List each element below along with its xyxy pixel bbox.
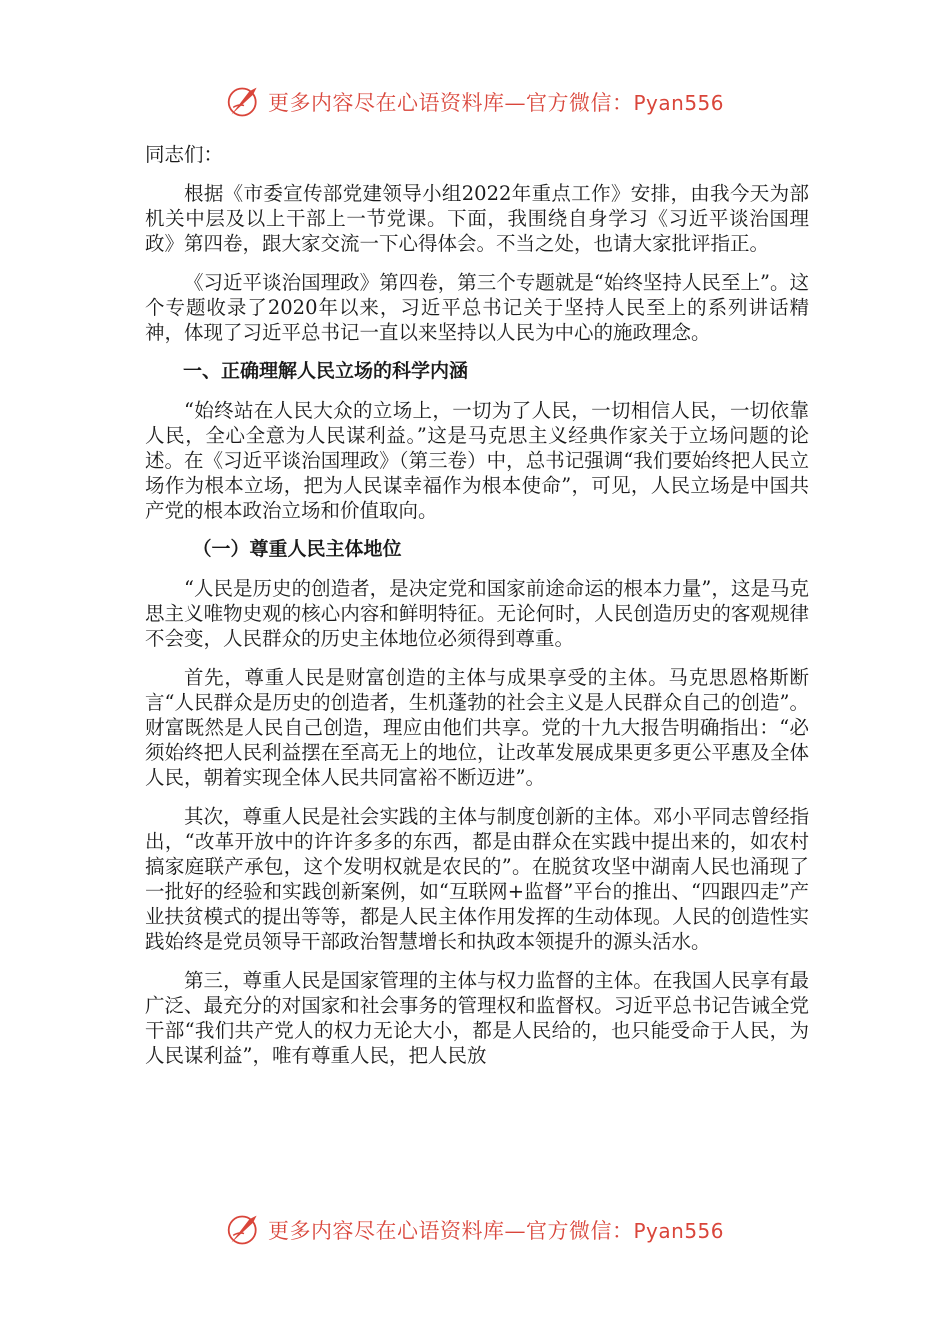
section-heading: 一、正确理解人民立场的科学内涵 (183, 360, 469, 382)
paragraph: “人民是历史的创造者，是决定党和国家前途命运的根本力量”，这是马克思主义唯物史观的核心内容和鲜明特征。无论何时，人民创造历史的客观规律不会变，人民群众的历史主体地位必须得到尊重。 (145, 577, 809, 650)
watermark-text: 更多内容尽在心语资料库—官方微信：Pyan556 (267, 1219, 724, 1243)
quill-pen-logo (226, 84, 262, 120)
paragraph: 首先，尊重人民是财富创造的主体与成果享受的主体。马克思恩格斯断言“人民群众是历史的创造者，生机蓬勃的社会主义是人民群众自己的创造”。财富既然是人民自己创造，理应由他们共享。党的十九大报告明确指出：“必须始终把人民利益摆在至高无上的地位，让改革发展成果更多更公平惠及全体人民，朝着实现全体人民共同富裕不断迈进”。 (145, 666, 809, 789)
watermark-footer (0, 1210, 950, 1250)
paragraph: 第三，尊重人民是国家管理的主体与权力监督的主体。在我国人民享有最广泛、最充分的对国家和社会事务的管理权和监督权。习近平总书记告诫全党干部“我们共产党人的权力无论大小，都是人民给的，也只能受命于人民，为人民谋利益”，唯有尊重人民，把人民放 (145, 969, 809, 1067)
paragraph: 根据《市委宣传部党建领导小组2022年重点工作》安排，由我今天为部机关中层及以上干部上一节党课。下面，我围绕自身学习《习近平谈治国理政》第四卷，跟大家交流一下心得体会。不当之处，也请大家批评指正。 (145, 182, 809, 255)
wechat-id: Pyan556 (633, 1219, 724, 1243)
paragraph: 其次，尊重人民是社会实践的主体与制度创新的主体。邓小平同志曾经指出，“改革开放中的许许多多的东西，都是由群众在实践中提出来的，如农村搞家庭联产承包，这个发明权就是农民的”。在脱贫攻坚中湖南人民也涌现了一批好的经验和实践创新案例，如“互联网+监督”平台的推出、“四跟四走”产业扶贫模式的提出等等，都是人民主体作用发挥的生动体现。人民的创造性实践始终是党员领导干部政治智慧增长和执政本领提升的源头活水。 (145, 805, 809, 953)
quill-pen-logo (226, 1212, 262, 1248)
subsection-heading: （一）尊重人民主体地位 (192, 538, 402, 560)
paragraph: “始终站在人民大众的立场上，一切为了人民，一切相信人民，一切依靠人民，全心全意为人民谋利益。”这是马克思主义经典作家关于立场问题的论述。在《习近平谈治国理政》（第三卷）中，总书记强调“我们要始终把人民立场作为根本立场，把为人民谋幸福作为根本使命”，可见，人民立场是中国共产党的根本政治立场和价值取向。 (145, 399, 809, 522)
watermark-header (0, 82, 950, 122)
wechat-id: Pyan556 (633, 91, 724, 115)
watermark-text: 更多内容尽在心语资料库—官方微信：Pyan556 (267, 91, 724, 115)
document-body (145, 142, 809, 1082)
greeting: 同志们： (145, 143, 224, 166)
paragraph: 《习近平谈治国理政》第四卷，第三个专题就是“始终坚持人民至上”。这个专题收录了2020年以来，习近平总书记关于坚持人民至上的系列讲话精神，体现了习近平总书记一直以来坚持以人民为中心的施政理念。 (145, 271, 809, 344)
